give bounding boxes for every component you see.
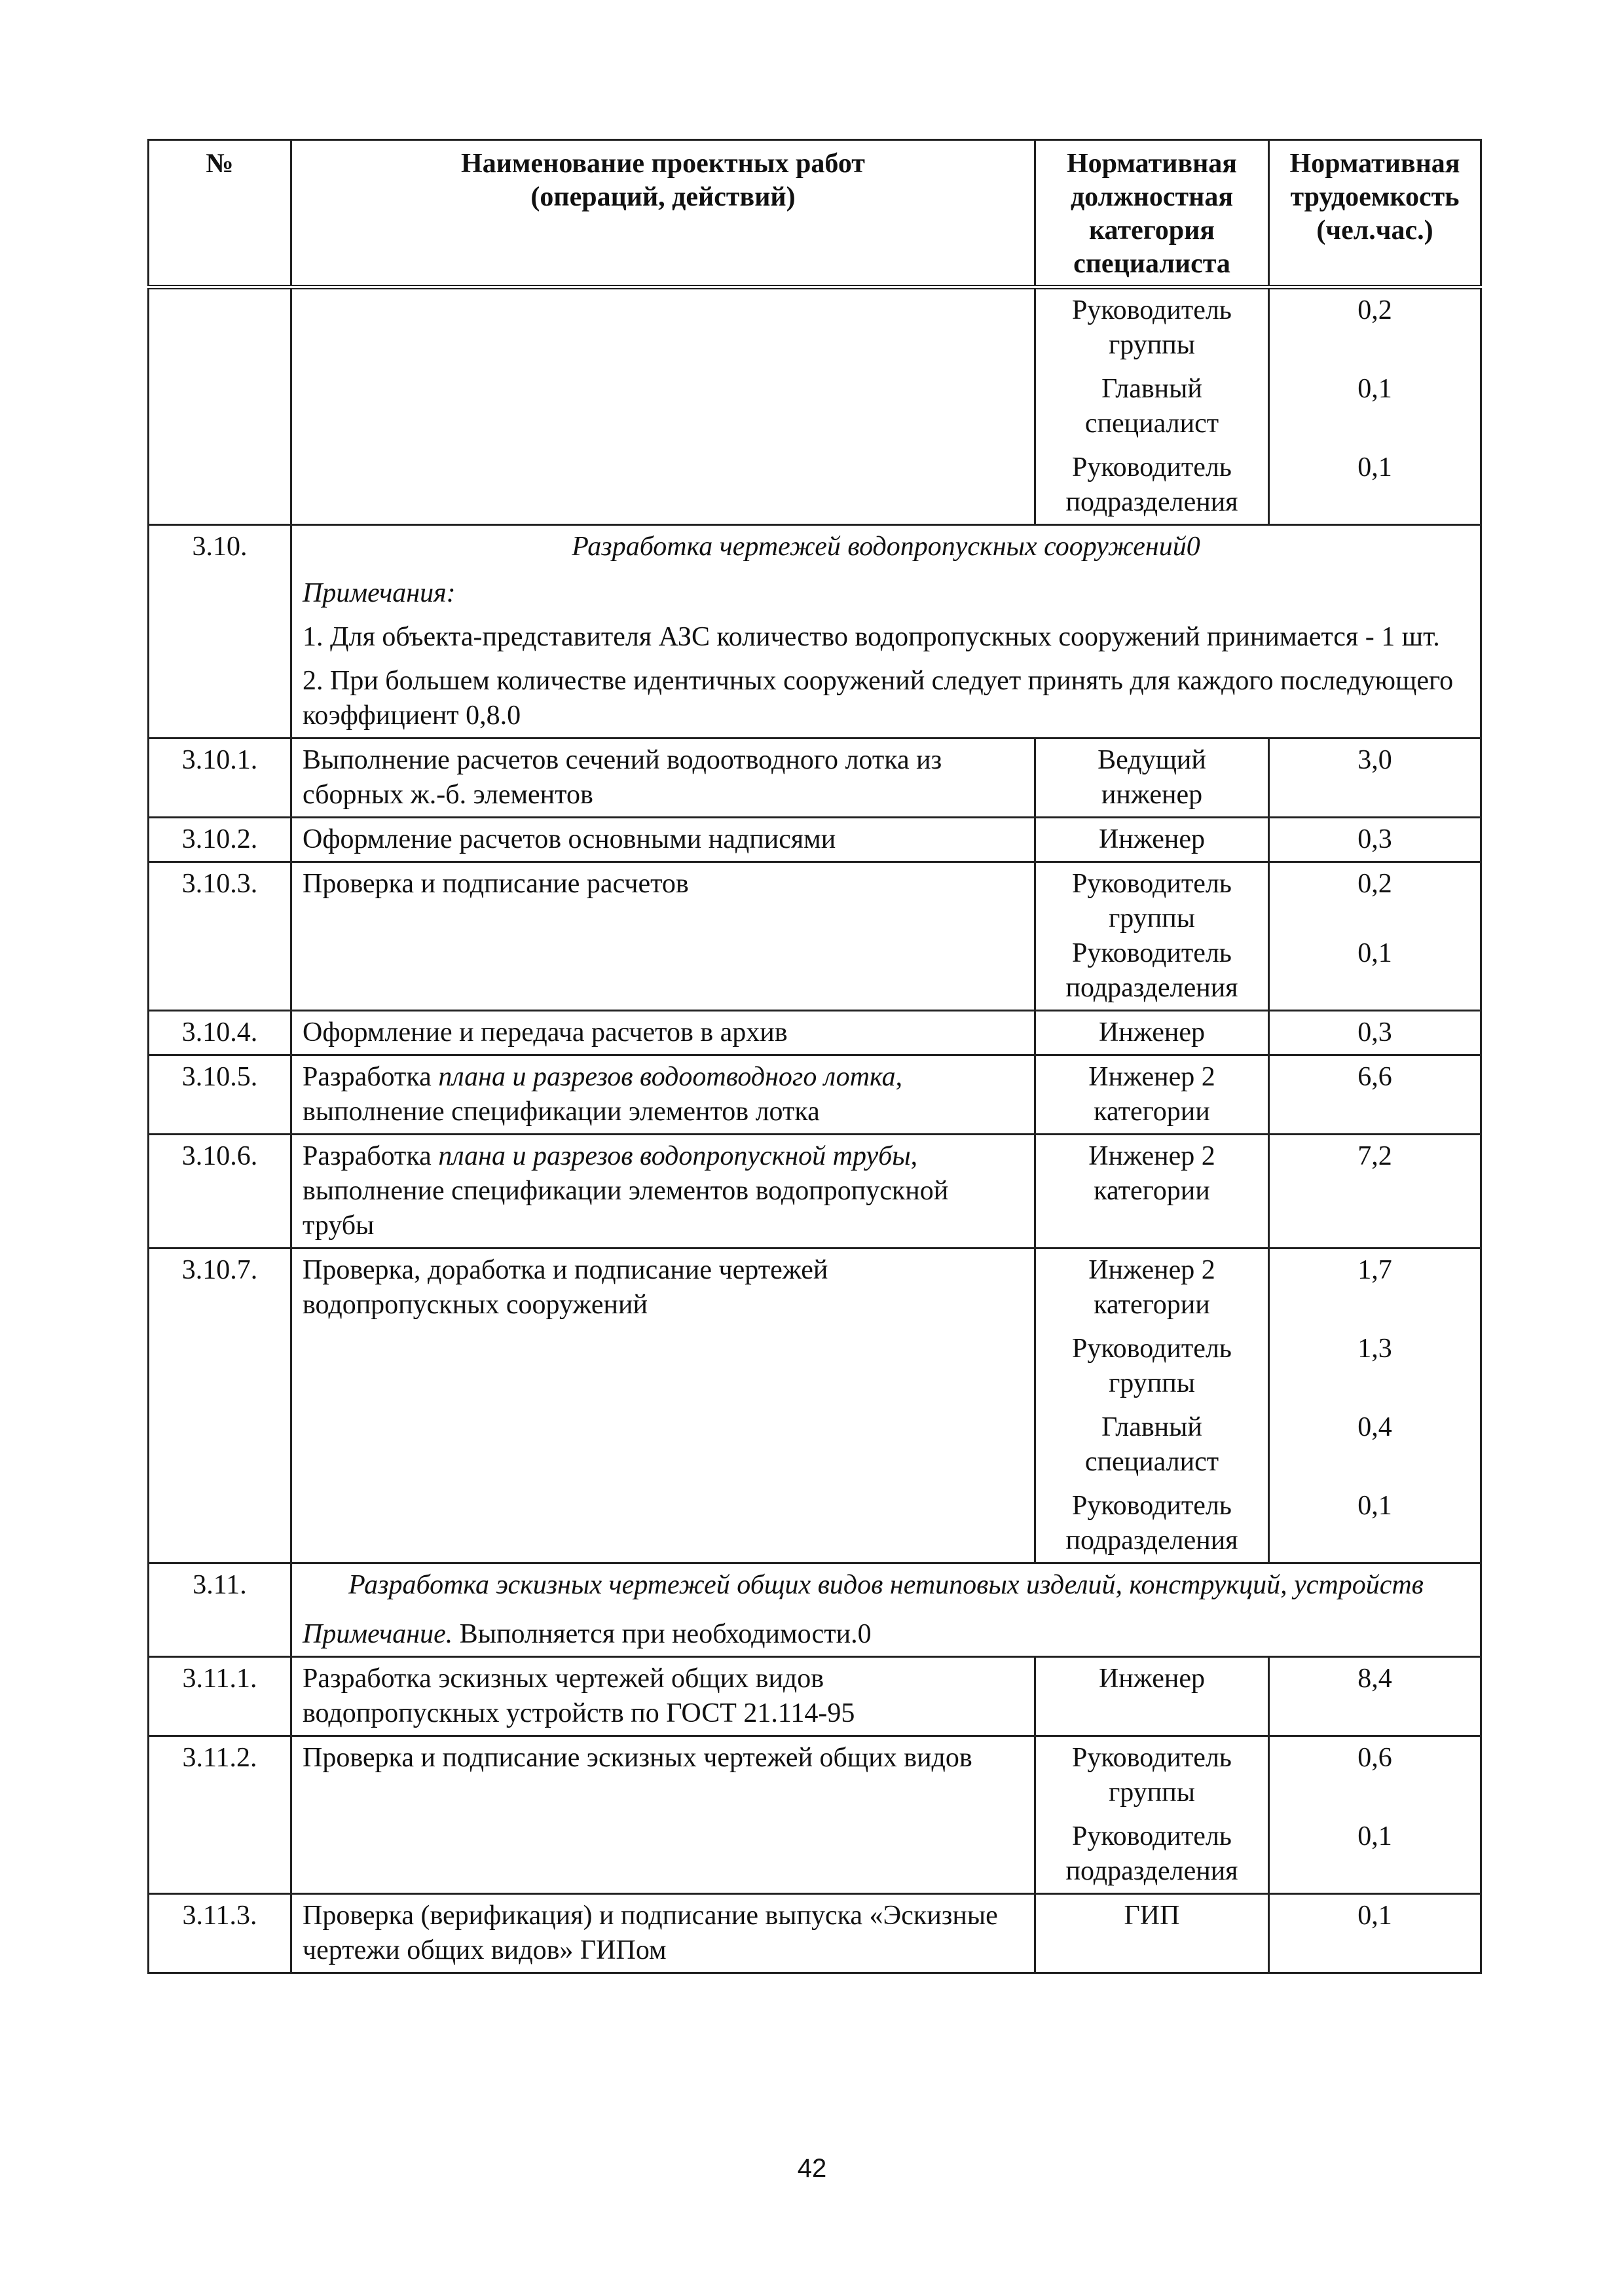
row-values [1269, 862, 1481, 1011]
row-number: 3.11.3. [149, 1894, 291, 1973]
value-item: 0,1 [1357, 1821, 1392, 1851]
row-categories [1035, 1736, 1269, 1894]
name-italic: плана и разрезов водопропускной трубы [438, 1141, 911, 1171]
section-row [149, 1563, 1481, 1657]
row-number: 3.11.2. [149, 1736, 291, 1894]
name-part: , выполнение спецификации элементов лотка [303, 1062, 903, 1127]
header-work-name-line2: (операций, действий) [530, 182, 796, 212]
row-number: 3.10.2. [149, 818, 291, 862]
table-row [149, 862, 1481, 1011]
row-number: 3.10.5. [149, 1055, 291, 1135]
row-name [291, 1055, 1035, 1135]
header-number: № [149, 140, 291, 287]
row-name: Проверка и подписание эскизных чертежей общих видов [291, 1736, 1035, 1894]
value-item: 0,6 [1357, 1743, 1392, 1773]
row-values [1269, 1248, 1481, 1563]
row-name: Оформление расчетов основными надписями [291, 818, 1035, 862]
row-value: 7,2 [1269, 1135, 1481, 1248]
table-row [149, 1894, 1481, 1973]
name-part: Разработка [303, 1062, 439, 1092]
row-value: 3,0 [1269, 738, 1481, 818]
row-number: 3.10.1. [149, 738, 291, 818]
row-number: 3.10.4. [149, 1011, 291, 1055]
table-row [149, 287, 1481, 525]
row-name: Выполнение расчетов сечений водоотводного лотка из сборных ж.-б. элементов [291, 738, 1035, 818]
section-title: Разработка чертежей водопропускных сооружений0 [572, 532, 1200, 562]
section-content [291, 525, 1481, 738]
row-number: 3.11.1. [149, 1657, 291, 1736]
row-category: Инженер [1035, 1657, 1269, 1736]
section-content [291, 1563, 1481, 1657]
value-item: 0,2 [1357, 869, 1392, 899]
table-row [149, 1657, 1481, 1736]
value-item: 1,7 [1357, 1255, 1392, 1285]
value-item: 0,2 [1357, 295, 1392, 325]
value-item: 0,4 [1357, 1412, 1392, 1442]
table-row [149, 818, 1481, 862]
note-heading: Примечание. [303, 1619, 453, 1649]
row-value: 0,1 [1269, 1894, 1481, 1973]
row-value: 0,3 [1269, 1011, 1481, 1055]
name-part: Разработка [303, 1141, 439, 1171]
category-item: Руководитель подразделения [1065, 1491, 1238, 1556]
category-item: Руководитель группы [1072, 1743, 1232, 1808]
row-category: Инженер 2 категории [1035, 1135, 1269, 1248]
table-row [149, 738, 1481, 818]
row-number [149, 287, 291, 525]
row-category: Инженер 2 категории [1035, 1055, 1269, 1135]
row-values [1269, 1736, 1481, 1894]
row-name [291, 1135, 1035, 1248]
norms-table [147, 139, 1482, 1974]
section-number: 3.11. [149, 1563, 291, 1657]
name-italic: плана и разрезов водоотводного лотка [438, 1062, 896, 1092]
row-value: 0,3 [1269, 818, 1481, 862]
row-category: Ведущий инженер [1035, 738, 1269, 818]
page-number: 42 [797, 2154, 827, 2183]
row-categories [1035, 1248, 1269, 1563]
section-row [149, 525, 1481, 738]
note-paragraph: 2. При большем количестве идентичных сооружений следует принять для каждого последующего коэффициент 0,8.0 [303, 666, 1454, 731]
row-categories [1035, 862, 1269, 1011]
note-text: Выполняется при необходимости.0 [452, 1619, 872, 1649]
table-row [149, 1248, 1481, 1563]
value-item: 0,1 [1357, 1491, 1392, 1521]
row-name: Проверка, доработка и подписание чертежей водопропускных сооружений [291, 1248, 1035, 1563]
category-item: Руководитель подразделения [1065, 1821, 1238, 1886]
category-item: Руководитель подразделения [1065, 938, 1238, 1003]
note-heading: Примечания: [303, 578, 456, 608]
header-work-name [291, 140, 1035, 287]
category-item: Руководитель группы [1072, 295, 1232, 360]
row-value: 8,4 [1269, 1657, 1481, 1736]
row-name: Проверка (верификация) и подписание выпуска «Эскизные чертежи общих видов» ГИПом [291, 1894, 1035, 1973]
row-category: Инженер [1035, 1011, 1269, 1055]
note-paragraph: 1. Для объекта-представителя АЗС количество водопропускных сооружений принимается - 1 шт. [303, 622, 1440, 652]
category-item: Инженер 2 категории [1088, 1255, 1215, 1320]
header-category: Нормативная должностная категория специалиста [1035, 140, 1269, 287]
row-category: ГИП [1035, 1894, 1269, 1973]
value-item: 0,1 [1357, 374, 1392, 404]
row-name: Проверка и подписание расчетов [291, 862, 1035, 1011]
value-item: 1,3 [1357, 1334, 1392, 1364]
value-item: 0,1 [1357, 938, 1392, 968]
section-number: 3.10. [149, 525, 291, 738]
category-item: Руководитель группы [1072, 869, 1232, 934]
note-paragraph [303, 1617, 1469, 1652]
table-row [149, 1135, 1481, 1248]
row-name: Оформление и передача расчетов в архив [291, 1011, 1035, 1055]
row-number: 3.10.3. [149, 862, 291, 1011]
name-part: , выполнение спецификации элементов водопропускной трубы [303, 1141, 949, 1241]
row-categories [1035, 287, 1269, 525]
table-row [149, 1055, 1481, 1135]
header-labor: Нормативная трудоемкость (чел.час.) [1269, 140, 1481, 287]
category-item: Главный специалист [1084, 1412, 1219, 1477]
table-header-row [149, 140, 1481, 287]
row-name [291, 287, 1035, 525]
section-title: Разработка эскизных чертежей общих видов нетиповых изделий, конструкций, устройств [348, 1570, 1424, 1600]
table-row [149, 1011, 1481, 1055]
category-item: Руководитель подразделения [1065, 452, 1238, 517]
category-item: Руководитель группы [1072, 1334, 1232, 1398]
table-row [149, 1736, 1481, 1894]
row-value: 6,6 [1269, 1055, 1481, 1135]
row-category: Инженер [1035, 818, 1269, 862]
category-item: Главный специалист [1084, 374, 1219, 439]
row-name: Разработка эскизных чертежей общих видов водопропускных устройств по ГОСТ 21.114-95 [291, 1657, 1035, 1736]
row-values [1269, 287, 1481, 525]
value-item: 0,1 [1357, 452, 1392, 483]
header-work-name-line1: Наименование проектных работ [461, 149, 865, 179]
row-number: 3.10.7. [149, 1248, 291, 1563]
row-number: 3.10.6. [149, 1135, 291, 1248]
